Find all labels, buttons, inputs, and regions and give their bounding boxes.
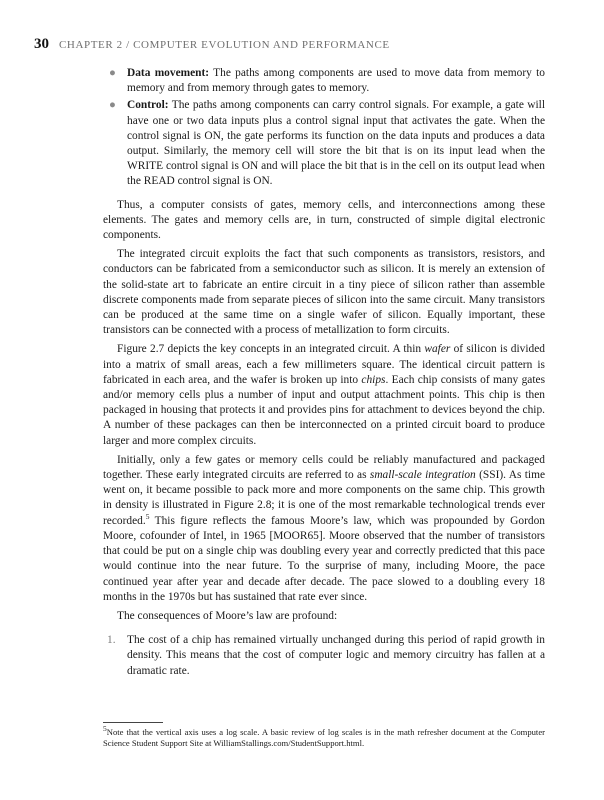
paragraph-moore-part-c: This figure reflects the famous Moore’s law, which was propounded by Gordon Moore, cofounder of Intel, in 1965 [MOOR65]. Moore observed that the number of transistors that could be put on a single chip was doubling every year and correctly predicted that this pace would continue into the near future. To the surprise of many, including Moore, the pace continued year after year and decade after decade. The pace slowed to a doubling every 18 months in the 1970s but has sustained that rate ever since.: [103, 514, 545, 603]
footnote-divider: [103, 722, 163, 723]
bullet-icon: ●: [109, 67, 116, 79]
bullet-text: The paths among components are used to move data from memory to memory and from memory through gates to memory.: [127, 67, 545, 95]
paragraph-wafer-part-b: of silicon is divided into a matrix of small areas, each a few millimeters square. The identical circuit pattern is fabricated in each area, and the wafer is broken up into: [103, 343, 545, 386]
term-chips: chips: [361, 373, 386, 386]
bullet-item-control: [103, 98, 545, 189]
paragraph-moore-part-a: Initially, only a few gates or memory cells could be reliably manufactured and packaged together. These early integrated circuits are referred to as: [103, 453, 545, 482]
main-text: [103, 66, 545, 679]
paragraph-gates: Thus, a computer consists of gates, memory cells, and interconnections among these elements. The gates and memory cells are, in turn, constructed of simple digital electronic components.: [103, 198, 545, 242]
bullet-term: Data movement:: [127, 67, 210, 79]
footnote-mark: 5: [103, 724, 107, 734]
numbered-list: [103, 633, 545, 679]
paragraph-consequences: The consequences of Moore’s law are profound:: [117, 609, 338, 622]
bullet-item-data-movement: [103, 66, 545, 96]
item-text: The cost of a chip has remained virtually unchanged during this period of rapid growth in density. This means that the cost of computer logic and memory circuitry has fallen at a dramatic rate.: [127, 634, 545, 677]
running-header: [34, 36, 564, 53]
term-ssi: small-scale integration: [369, 469, 476, 482]
page-number: 30: [34, 36, 49, 52]
bullet-list: [103, 66, 545, 190]
paragraph-moores-law: [103, 453, 545, 605]
footnote: [103, 724, 545, 749]
paragraph-integrated-circuit: The integrated circuit exploits the fact that such components as transistors, resistors, and conductors can be fabricated from a semiconductor such as silicon. It is merely an extension of the solid-state art to fabricate an entire circuit in a tiny piece of silicon rather than assemble discrete components made from separate pieces of silicon into the same circuit. Many transistors can be produced at the same time on a single wafer of silicon. Equally important, these transistors can be connected with a process of metallization to form circuits.: [103, 248, 545, 337]
paragraph-wafer-part-c: . Each chip consists of many gates and/or memory cells plus a number of input and output attachment points. This chip is then packaged in housing that protects it and provides pins for attachment to devices beyond the chip. A number of these packages can then be interconnected on a printed circuit board to produce larger and more complex circuits.: [103, 373, 545, 447]
paragraph-wafer: [103, 342, 545, 448]
bullet-icon: ●: [109, 99, 116, 112]
footnote-text: Note that the vertical axis uses a log scale. A basic review of log scales is in the math refresher document at the Computer Science Student Support Site at WilliamStallings.com/StudentSupport.html.: [103, 727, 545, 748]
bullet-text: The paths among components can carry control signals. For example, a gate will have one or two data inputs plus a control signal input that activates the gate. When the control signal is ON, the gate performs its function on the data inputs and produces a data output. Similarly, the memory cell will store the bit that is on its input lead when the WRITE control signal is ON and will place the bit that is in the cell on its output lead when the READ control signal is ON.: [127, 99, 545, 188]
footnote-reference[interactable]: 5: [145, 511, 150, 521]
bullet-term: Control:: [127, 99, 169, 112]
term-wafer: wafer: [424, 343, 451, 356]
numbered-item: [103, 633, 545, 679]
item-number: 1.: [107, 634, 116, 647]
paragraph-moore-part-b: (SSI). As time went on, it became possible to pack more and more components on the same chip. This growth in density is illustrated in Figure 2.8; it is one of the most remarkable technological trends ever recorded.: [103, 469, 546, 527]
paragraph-wafer-part-a: Figure 2.7 depicts the key concepts in an integrated circuit. A thin: [117, 343, 425, 356]
chapter-title: CHAPTER 2 / COMPUTER EVOLUTION AND PERFORMANCE: [59, 39, 390, 51]
